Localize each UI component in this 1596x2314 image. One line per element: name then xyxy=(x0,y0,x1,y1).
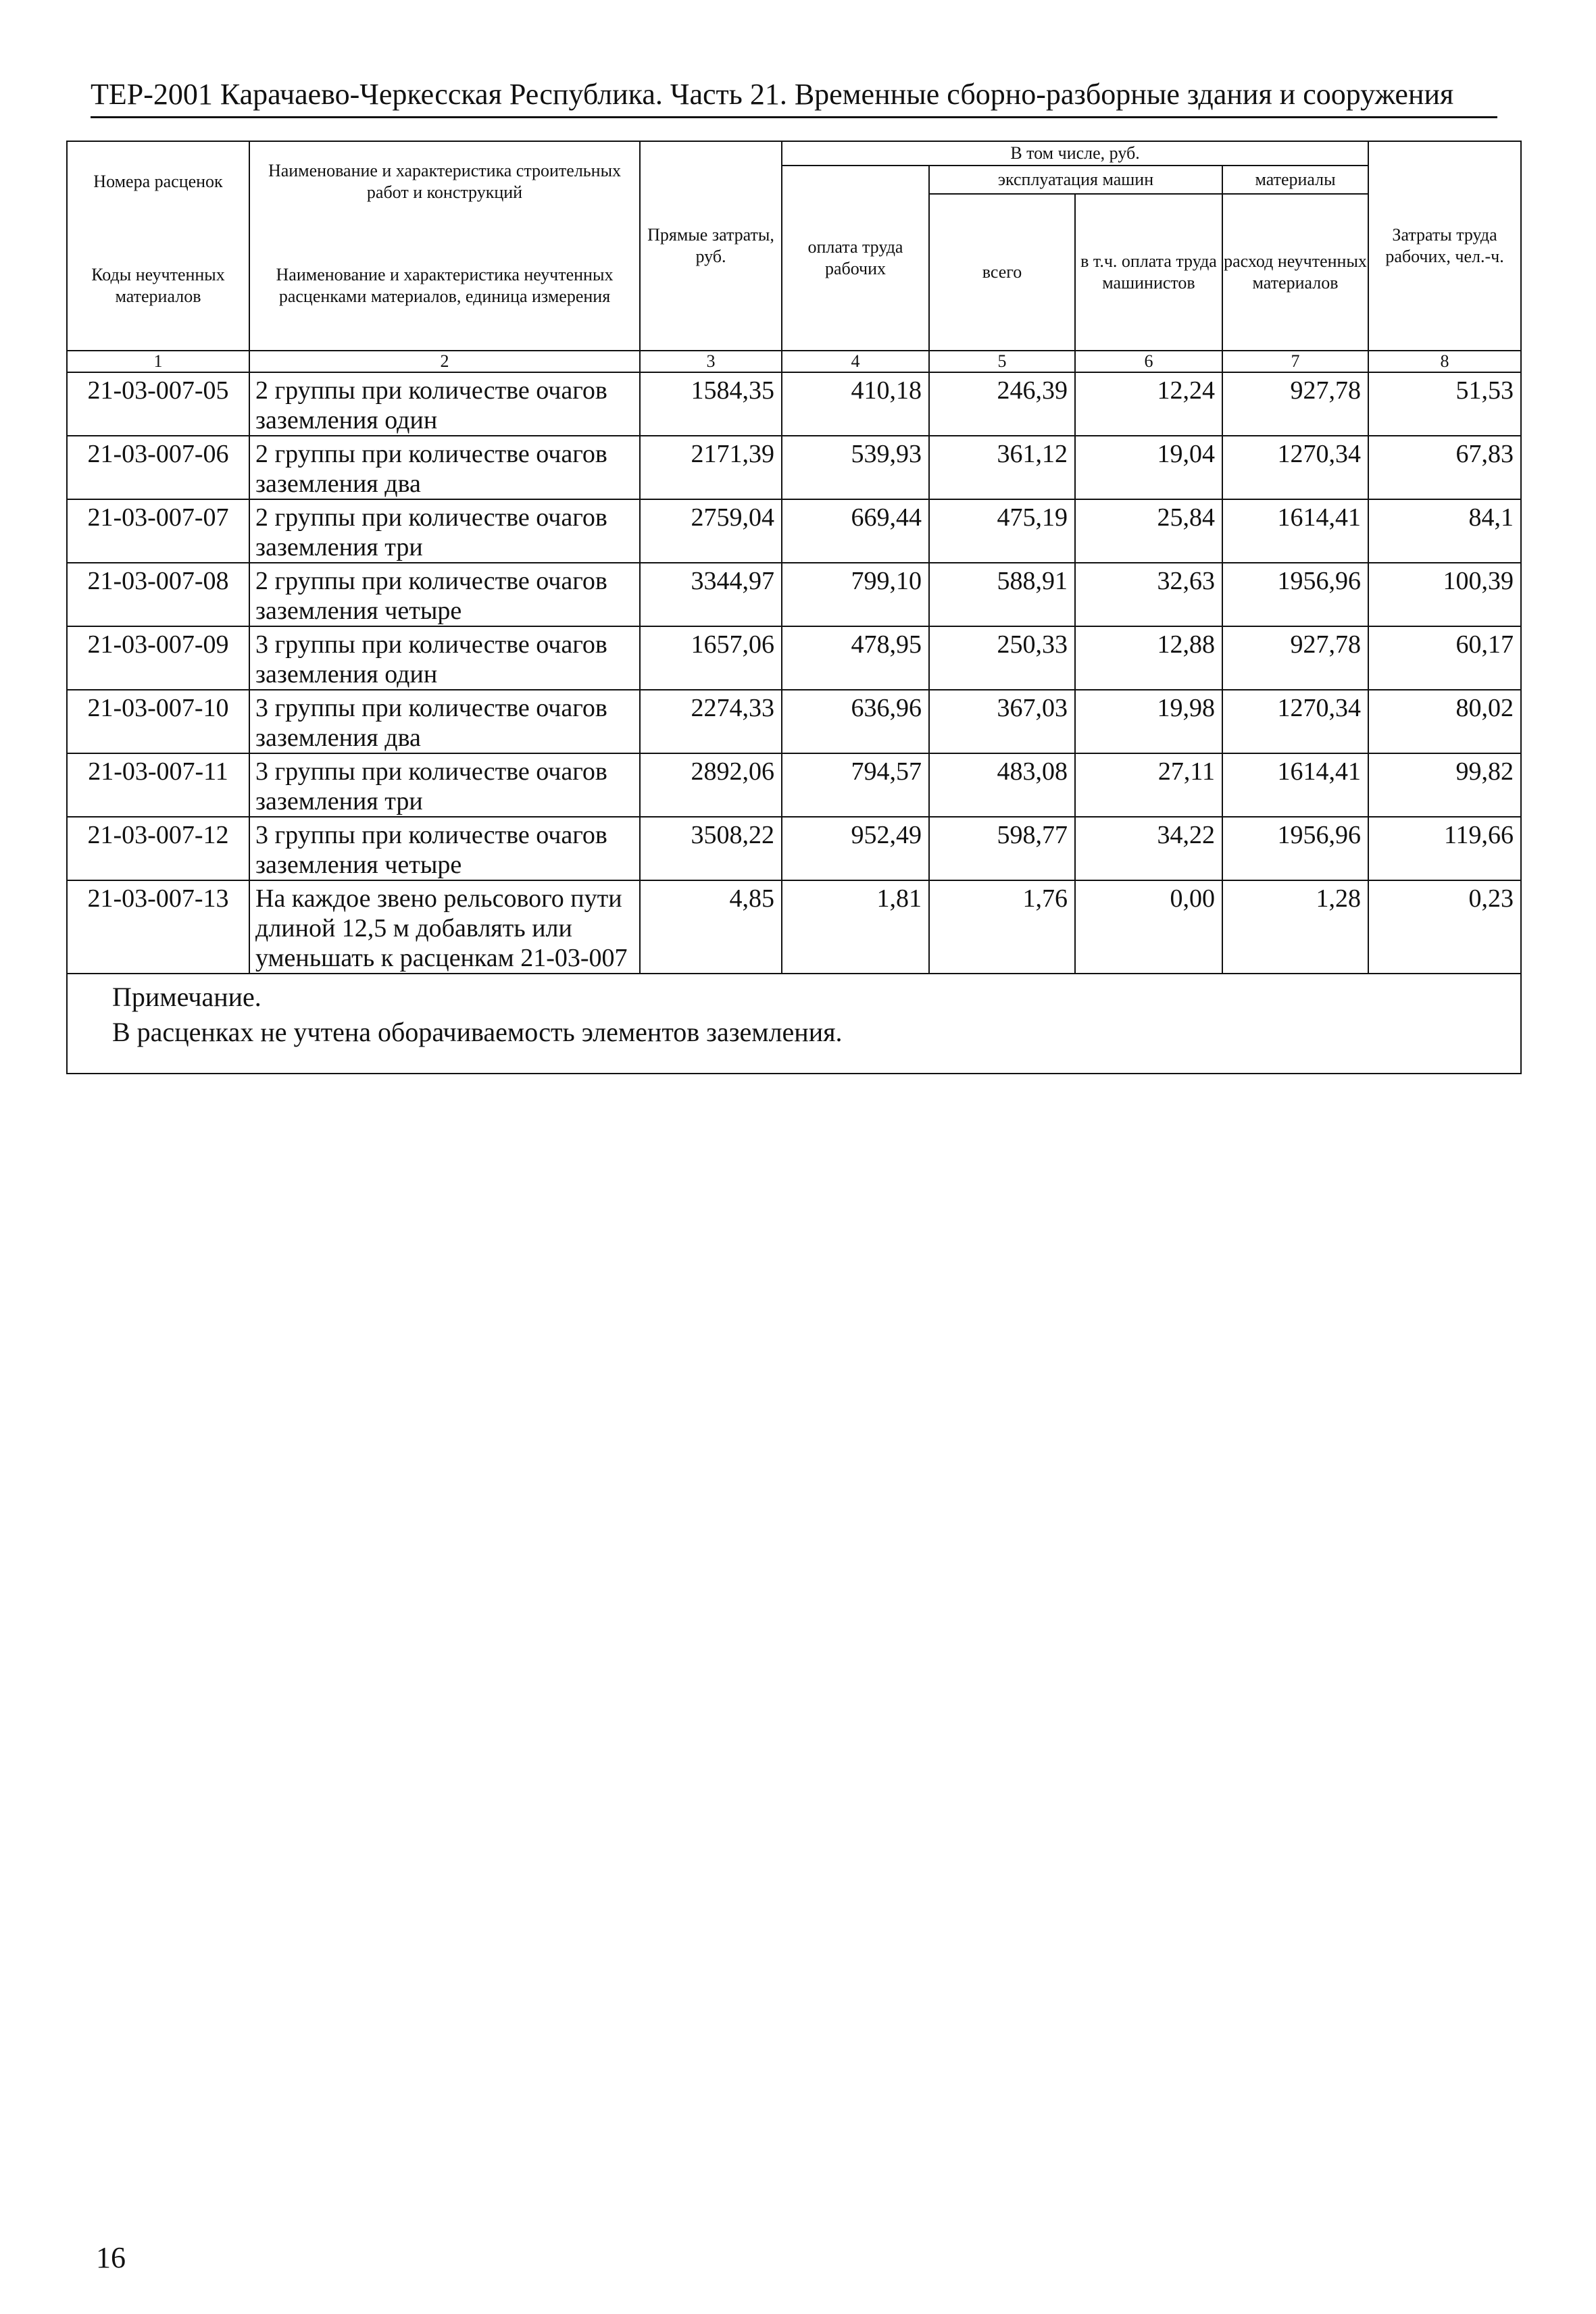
rate-code: 21-03-007-12 xyxy=(67,817,249,880)
labor-cost-value: 0,23 xyxy=(1368,880,1521,974)
header-labor-pay: оплата труда рабочих xyxy=(782,166,929,351)
rate-description: 2 группы при количестве очагов заземления четыре xyxy=(249,563,640,626)
labor-cost-value: 119,66 xyxy=(1368,817,1521,880)
labor-cost-value: 67,83 xyxy=(1368,436,1521,499)
column-number: 6 xyxy=(1075,351,1222,372)
column-number: 3 xyxy=(640,351,782,372)
header-including: В том числе, руб. xyxy=(782,141,1368,166)
rates-table xyxy=(66,141,1522,1074)
machines-total-value: 588,91 xyxy=(929,563,1075,626)
labor-cost-value: 99,82 xyxy=(1368,753,1521,817)
table-row xyxy=(67,372,1521,436)
machinists-pay-value: 0,00 xyxy=(1075,880,1222,974)
materials-value: 1956,96 xyxy=(1222,563,1368,626)
labor-pay-value: 669,44 xyxy=(782,499,929,563)
column-number: 5 xyxy=(929,351,1075,372)
machines-total-value: 1,76 xyxy=(929,880,1075,974)
machinists-pay-value: 19,98 xyxy=(1075,690,1222,753)
note-title: Примечание. xyxy=(112,982,261,1012)
materials-value: 927,78 xyxy=(1222,626,1368,690)
header-direct-costs: Прямые затраты, руб. xyxy=(640,141,782,351)
rate-code: 21-03-007-09 xyxy=(67,626,249,690)
direct-costs-value: 2892,06 xyxy=(640,753,782,817)
direct-costs-value: 2274,33 xyxy=(640,690,782,753)
header-work-name: Наименование и характеристика строительных работ и конструкций xyxy=(268,161,622,202)
header-machines-total: всего xyxy=(929,194,1075,351)
table-row xyxy=(67,880,1521,974)
machines-total-value: 250,33 xyxy=(929,626,1075,690)
header-names xyxy=(249,141,640,351)
table-row xyxy=(67,626,1521,690)
column-number: 4 xyxy=(782,351,929,372)
labor-pay-value: 636,96 xyxy=(782,690,929,753)
rate-code: 21-03-007-07 xyxy=(67,499,249,563)
machines-total-value: 367,03 xyxy=(929,690,1075,753)
rate-description: 2 группы при количестве очагов заземления два xyxy=(249,436,640,499)
column-number: 8 xyxy=(1368,351,1521,372)
rate-code: 21-03-007-06 xyxy=(67,436,249,499)
materials-value: 1270,34 xyxy=(1222,690,1368,753)
labor-pay-value: 539,93 xyxy=(782,436,929,499)
rate-code: 21-03-007-05 xyxy=(67,372,249,436)
note-row xyxy=(67,974,1521,1074)
labor-cost-value: 51,53 xyxy=(1368,372,1521,436)
header-codes xyxy=(67,141,249,351)
labor-cost-value: 80,02 xyxy=(1368,690,1521,753)
column-number: 2 xyxy=(249,351,640,372)
machines-total-value: 246,39 xyxy=(929,372,1075,436)
labor-cost-value: 84,1 xyxy=(1368,499,1521,563)
note xyxy=(67,974,1521,1074)
labor-pay-value: 478,95 xyxy=(782,626,929,690)
materials-value: 1270,34 xyxy=(1222,436,1368,499)
page-number: 16 xyxy=(96,2241,126,2274)
header-labor-cost: Затраты труда рабочих, чел.-ч. xyxy=(1368,141,1521,351)
table-row xyxy=(67,563,1521,626)
machinists-pay-value: 12,88 xyxy=(1075,626,1222,690)
materials-value: 1956,96 xyxy=(1222,817,1368,880)
machinists-pay-value: 25,84 xyxy=(1075,499,1222,563)
labor-pay-value: 410,18 xyxy=(782,372,929,436)
table-row xyxy=(67,436,1521,499)
materials-value: 1,28 xyxy=(1222,880,1368,974)
header-unaccounted-materials: расход неучтенных материалов xyxy=(1222,194,1368,351)
machines-total-value: 598,77 xyxy=(929,817,1075,880)
direct-costs-value: 3344,97 xyxy=(640,563,782,626)
direct-costs-value: 2171,39 xyxy=(640,436,782,499)
note-text: В расценках не учтена оборачиваемость элементов заземления. xyxy=(112,1017,843,1047)
materials-value: 927,78 xyxy=(1222,372,1368,436)
rate-description: 2 группы при количестве очагов заземления три xyxy=(249,499,640,563)
header-materials: материалы xyxy=(1222,166,1368,194)
rate-description: На каждое звено рельсового пути длиной 12,5 м добавлять или уменьшать к расценкам 21-03-007 xyxy=(249,880,640,974)
machines-total-value: 361,12 xyxy=(929,436,1075,499)
direct-costs-value: 1584,35 xyxy=(640,372,782,436)
labor-cost-value: 60,17 xyxy=(1368,626,1521,690)
machinists-pay-value: 27,11 xyxy=(1075,753,1222,817)
rate-code: 21-03-007-13 xyxy=(67,880,249,974)
column-number: 7 xyxy=(1222,351,1368,372)
machines-total-value: 483,08 xyxy=(929,753,1075,817)
table-row xyxy=(67,817,1521,880)
materials-value: 1614,41 xyxy=(1222,499,1368,563)
machines-total-value: 475,19 xyxy=(929,499,1075,563)
rate-description: 3 группы при количестве очагов заземления один xyxy=(249,626,640,690)
rate-description: 2 группы при количестве очагов заземления один xyxy=(249,372,640,436)
page-header: ТЕР-2001 Карачаево-Черкесская Республика. Часть 21. Временные сборно-разборные здания и сооружения xyxy=(91,76,1497,118)
direct-costs-value: 3508,22 xyxy=(640,817,782,880)
header-machines: эксплуатация машин xyxy=(929,166,1222,194)
labor-pay-value: 794,57 xyxy=(782,753,929,817)
header-material-name: Наименование и характеристика неучтенных расценками материалов, единица измерения xyxy=(276,265,614,306)
machinists-pay-value: 32,63 xyxy=(1075,563,1222,626)
rate-code: 21-03-007-10 xyxy=(67,690,249,753)
rate-code: 21-03-007-11 xyxy=(67,753,249,817)
direct-costs-value: 2759,04 xyxy=(640,499,782,563)
header-machinists-pay: в т.ч. оплата труда машинистов xyxy=(1075,194,1222,351)
header-material-codes: Коды неучтенных материалов xyxy=(91,265,225,306)
labor-pay-value: 952,49 xyxy=(782,817,929,880)
table-row xyxy=(67,499,1521,563)
direct-costs-value: 4,85 xyxy=(640,880,782,974)
machinists-pay-value: 34,22 xyxy=(1075,817,1222,880)
rate-code: 21-03-007-08 xyxy=(67,563,249,626)
labor-pay-value: 1,81 xyxy=(782,880,929,974)
rate-description: 3 группы при количестве очагов заземления два xyxy=(249,690,640,753)
rate-description: 3 группы при количестве очагов заземления четыре xyxy=(249,817,640,880)
labor-pay-value: 799,10 xyxy=(782,563,929,626)
machinists-pay-value: 12,24 xyxy=(1075,372,1222,436)
header-rate-numbers: Номера расценок xyxy=(93,172,223,191)
table-row xyxy=(67,753,1521,817)
direct-costs-value: 1657,06 xyxy=(640,626,782,690)
table-row xyxy=(67,690,1521,753)
materials-value: 1614,41 xyxy=(1222,753,1368,817)
labor-cost-value: 100,39 xyxy=(1368,563,1521,626)
machinists-pay-value: 19,04 xyxy=(1075,436,1222,499)
rate-description: 3 группы при количестве очагов заземления три xyxy=(249,753,640,817)
column-number: 1 xyxy=(67,351,249,372)
